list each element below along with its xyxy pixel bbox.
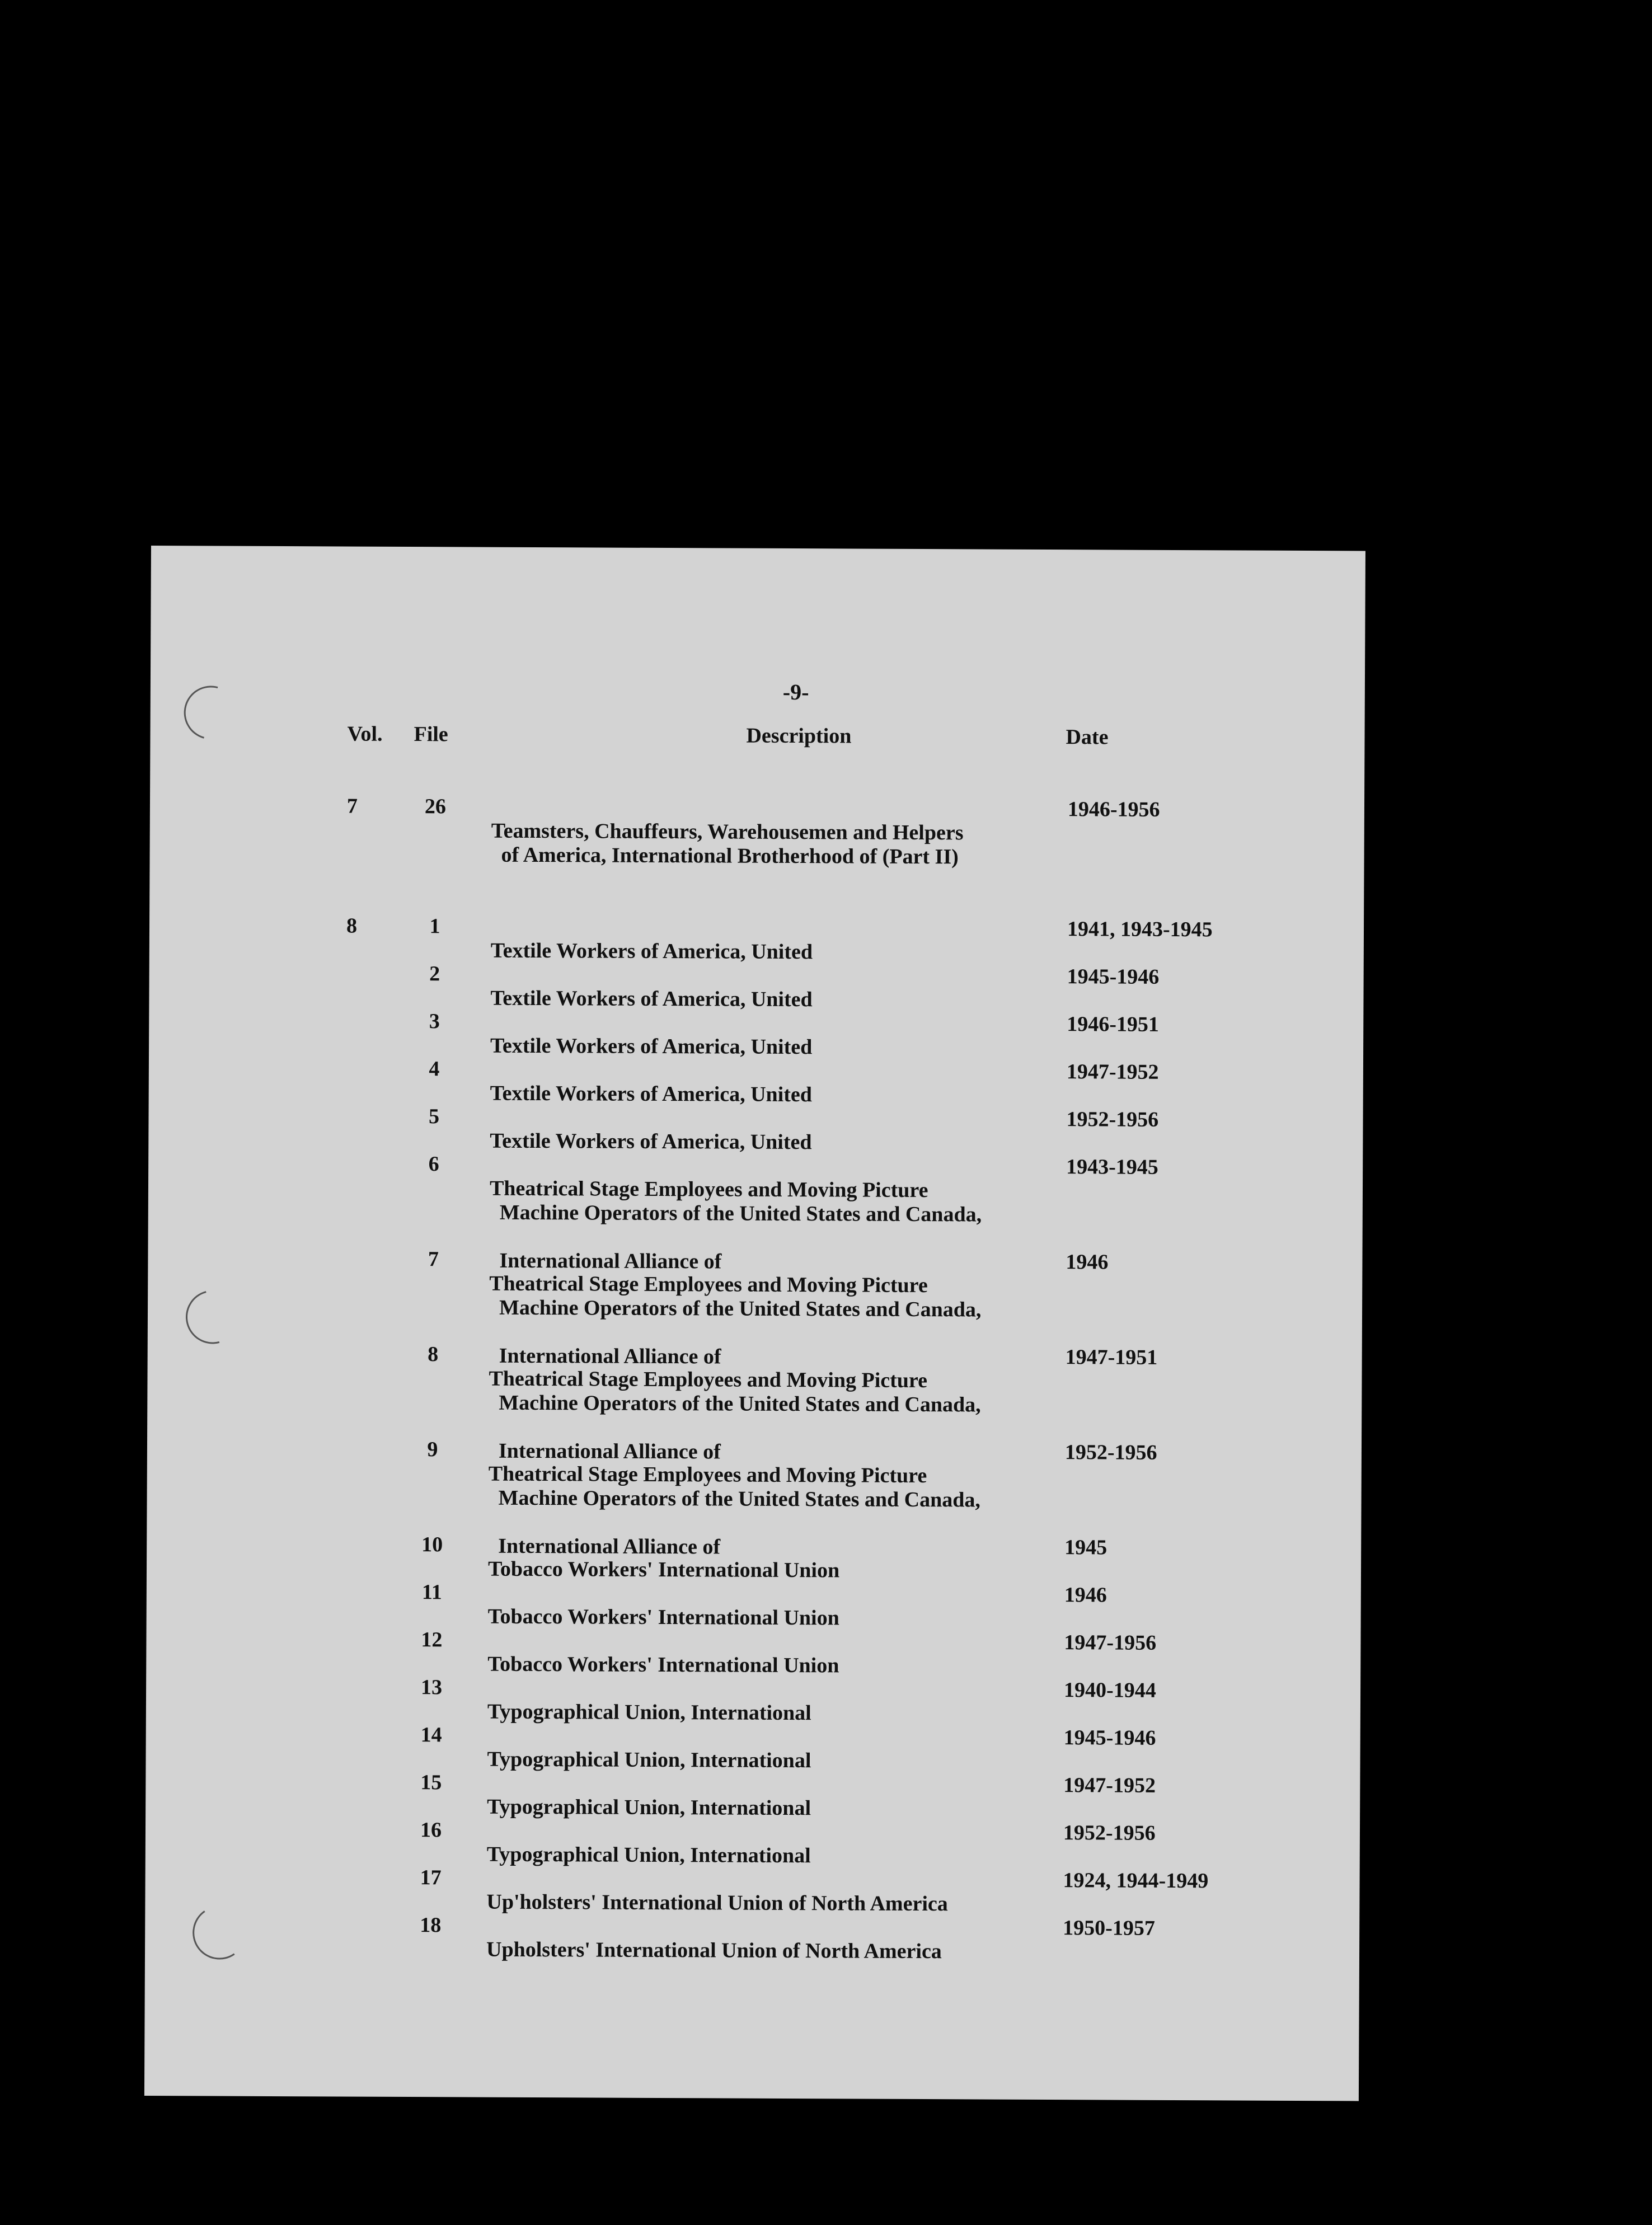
description-line: International Alliance of	[498, 1439, 721, 1464]
description-line: Typographical Union, International	[487, 1747, 811, 1773]
file-cell: 15	[420, 1771, 442, 1795]
description-cell	[488, 1581, 1048, 1631]
description-line: Textile Workers of America, United	[490, 1129, 812, 1154]
description-line: Machine Operators of the United States and Canada,	[499, 1295, 982, 1322]
date-cell: 1946	[1064, 1583, 1107, 1607]
file-cell: 26	[424, 795, 447, 819]
description-line: Textile Workers of America, United	[490, 986, 813, 1012]
description-line: Theatrical Stage Employees and Moving Picture	[488, 1462, 927, 1488]
header-vol: Vol.	[347, 722, 383, 746]
description-line: Textile Workers of America, United	[490, 938, 813, 964]
description-line: Theatrical Stage Employees and Moving Picture	[489, 1271, 928, 1298]
date-cell: 1952-1956	[1064, 1440, 1157, 1464]
date-cell: 1945	[1064, 1536, 1107, 1560]
document-page	[144, 546, 1365, 2101]
description-line: Tobacco Workers' International Union	[487, 1652, 839, 1678]
description-cell	[487, 1628, 1047, 1679]
date-cell: 1947-1951	[1065, 1345, 1158, 1369]
file-cell: 14	[420, 1723, 442, 1747]
description-line: Typographical Union, International	[487, 1700, 811, 1725]
file-cell: 16	[420, 1818, 442, 1842]
description-line: International Alliance of	[499, 1248, 722, 1274]
description-line: Teamsters, Chauffeurs, Warehousemen and Helpers	[491, 819, 964, 845]
file-cell: 11	[421, 1580, 442, 1604]
description-cell	[487, 1771, 1046, 1822]
description-cell	[486, 1914, 1046, 1964]
description-line: Typographical Union, International	[487, 1795, 811, 1820]
file-cell: 4	[429, 1057, 440, 1081]
date-cell: 1946-1956	[1067, 797, 1160, 822]
punch-hole-mark	[176, 1280, 249, 1354]
date-cell: 1947-1952	[1063, 1773, 1156, 1797]
file-cell: 18	[420, 1913, 442, 1937]
description-line: Up'holsters' International Union of North America	[486, 1890, 948, 1916]
description-cell	[491, 795, 1051, 894]
table-row	[149, 913, 1364, 964]
file-cell: 6	[428, 1152, 439, 1176]
description-cell	[490, 1058, 1050, 1108]
date-cell: 1943-1945	[1066, 1155, 1158, 1179]
punch-hole-mark	[174, 676, 247, 749]
description-line: Tobacco Workers' International Union	[487, 1557, 840, 1583]
description-cell	[487, 1724, 1046, 1774]
file-cell: 10	[421, 1533, 443, 1557]
date-cell: 1945-1946	[1067, 965, 1160, 989]
description-line: Textile Workers of America, United	[490, 1034, 813, 1059]
description-cell	[490, 963, 1050, 1013]
description-line: Theatrical Stage Employees and Moving Picture	[489, 1176, 928, 1203]
punch-hole-mark	[188, 1902, 251, 1964]
file-cell: 5	[428, 1105, 440, 1129]
description-line: of America, International Brotherhood of (Part II)	[501, 843, 959, 869]
header-file: File	[414, 722, 448, 747]
date-cell: 1947-1956	[1064, 1631, 1157, 1655]
date-cell: 1952-1956	[1063, 1821, 1156, 1845]
file-cell: 1	[429, 914, 440, 938]
description-line: Machine Operators of the United States and Canada,	[499, 1391, 981, 1417]
date-cell: 1950-1957	[1063, 1916, 1155, 1940]
vol-cell: 8	[346, 914, 358, 938]
date-cell: 1947-1952	[1066, 1060, 1159, 1084]
description-cell	[490, 1010, 1050, 1060]
description-line: Machine Operators of the United States and Canada,	[499, 1200, 982, 1227]
description-cell	[488, 1533, 1048, 1584]
date-cell: 1946-1951	[1067, 1012, 1160, 1036]
description-cell	[487, 1819, 1046, 1869]
description-line: Typographical Union, International	[486, 1842, 811, 1868]
header-date: Date	[1066, 725, 1109, 749]
page-number: -9-	[782, 679, 809, 705]
date-cell: 1940-1944	[1064, 1678, 1156, 1702]
description-line: Textile Workers of America, United	[490, 1081, 813, 1107]
description-line: Theatrical Stage Employees and Moving Picture	[489, 1367, 928, 1393]
description-line: International Alliance of	[498, 1534, 721, 1559]
date-cell: 1924, 1944-1949	[1063, 1869, 1209, 1893]
file-cell: 12	[421, 1628, 443, 1652]
date-cell: 1952-1956	[1066, 1107, 1159, 1132]
file-cell: 3	[429, 1010, 440, 1034]
description-cell	[487, 1676, 1047, 1726]
description-line: Tobacco Workers' International Union	[487, 1604, 839, 1630]
description-cell	[486, 1866, 1046, 1917]
file-cell: 8	[428, 1342, 439, 1367]
description-line: Upholsters' International Union of North America	[486, 1937, 942, 1964]
file-cell: 9	[427, 1438, 438, 1462]
header-description: Description	[746, 724, 852, 748]
description-cell	[491, 915, 1050, 965]
file-cell: 7	[428, 1247, 439, 1271]
date-cell: 1946	[1066, 1250, 1109, 1274]
description-cell	[490, 1105, 1049, 1156]
description-line: Machine Operators of the United States and Canada,	[498, 1486, 980, 1512]
description-line: International Alliance of	[499, 1344, 721, 1369]
table-row	[150, 794, 1364, 869]
file-cell: 17	[420, 1866, 442, 1890]
file-cell: 2	[429, 962, 440, 986]
vol-cell: 7	[346, 794, 358, 818]
date-cell: 1945-1946	[1063, 1726, 1156, 1750]
date-cell: 1941, 1943-1945	[1067, 917, 1213, 942]
file-cell: 13	[421, 1675, 443, 1700]
